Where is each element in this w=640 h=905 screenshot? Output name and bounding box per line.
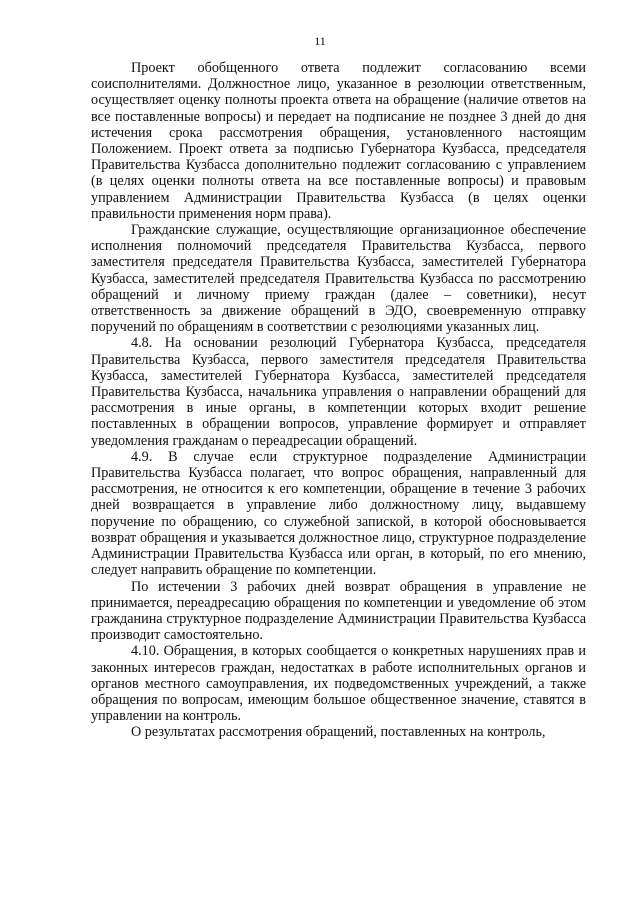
paragraph-4-9: 4.9. В случае если структурное подразделение Администрации Правительства Кузбасса полагает, что вопрос обращения, направленный для рассмотрения, не относится к его компетенции, обращение в течение 3 рабочих дней возвращается в управление либо должностному лицу, выдавшему поручение по обращению, со служебной запиской, в которой обосновывается возврат обращения и указывается должностное лицо, структурное подразделение Администрации Правительства Кузбасса или орган, в который, по его мнению, следует направить обращение по компетенции.: [91, 448, 586, 579]
paragraph-4-8: 4.8. На основании резолюций Губернатора Кузбасса, председателя Правительства Кузбасса, первого заместителя председателя Правительства Кузбасса, заместителей Губернатора Кузбасса, заместителей председателя Правительства Кузбасса, начальника управления о направлении обращений для рассмотрения в иные органы, в компетенции которых входит решение поставленных в обращении вопросов, управление формирует и отправляет уведомления гражданам о переадресации обращений.: [91, 335, 586, 449]
document-body: [91, 60, 586, 741]
paragraph-draft-approval: Проект обобщенного ответа подлежит согласованию всеми соисполнителями. Должностное лицо, указанное в резолюции ответственным, осуществляет оценку полноты проекта ответа на обращение (наличие ответов на все поставленные вопросы) и передает на подписание не позднее 3 дней до дня истечения срока рассмотрения обращения, установленного настоящим Положением. Проект ответа за подписью Губернатора Кузбасса, председателя Правительства Кузбасса дополнительно подлежит согласованию с управлением (в целях оценки полноты ответа на все поставленные вопросы) и правовым управлением Администрации Правительства Кузбасса (в целях оценки правильности применения норм права).: [91, 60, 586, 222]
page-number: 11: [314, 34, 326, 48]
paragraph-4-10: 4.10. Обращения, в которых сообщается о конкретных нарушениях прав и законных интересов граждан, недостатках в работе исполнительных органов и органов местного самоуправления, их подведомственных учреждений, а также обращения по вопросам, имеющим большое общественное значение, ставятся в управлении на контроль.: [91, 643, 586, 725]
paragraph-return-deadline: По истечении 3 рабочих дней возврат обращения в управление не принимается, переадресацию обращения по компетенции и уведомление об этом гражданина структурное подразделение Администрации Правительства Кузбасса производит самостоятельно.: [91, 578, 586, 644]
paragraph-civil-servants: Гражданские служащие, осуществляющие организационное обеспечение исполнения полномочий председателя Правительства Кузбасса, первого заместителя председателя Правительства Кузбасса, заместителей Губернатора Кузбасса, заместителей председателя Правительства Кузбасса по рассмотрению обращений и личному приему граждан (далее – советники), несут ответственность за движение обращений в ЭДО, своевременную отправку поручений по обращениям в соответствии с резолюциями указанных лиц.: [91, 222, 586, 336]
paragraph-control-results: О результатах рассмотрения обращений, поставленных на контроль,: [131, 724, 546, 741]
